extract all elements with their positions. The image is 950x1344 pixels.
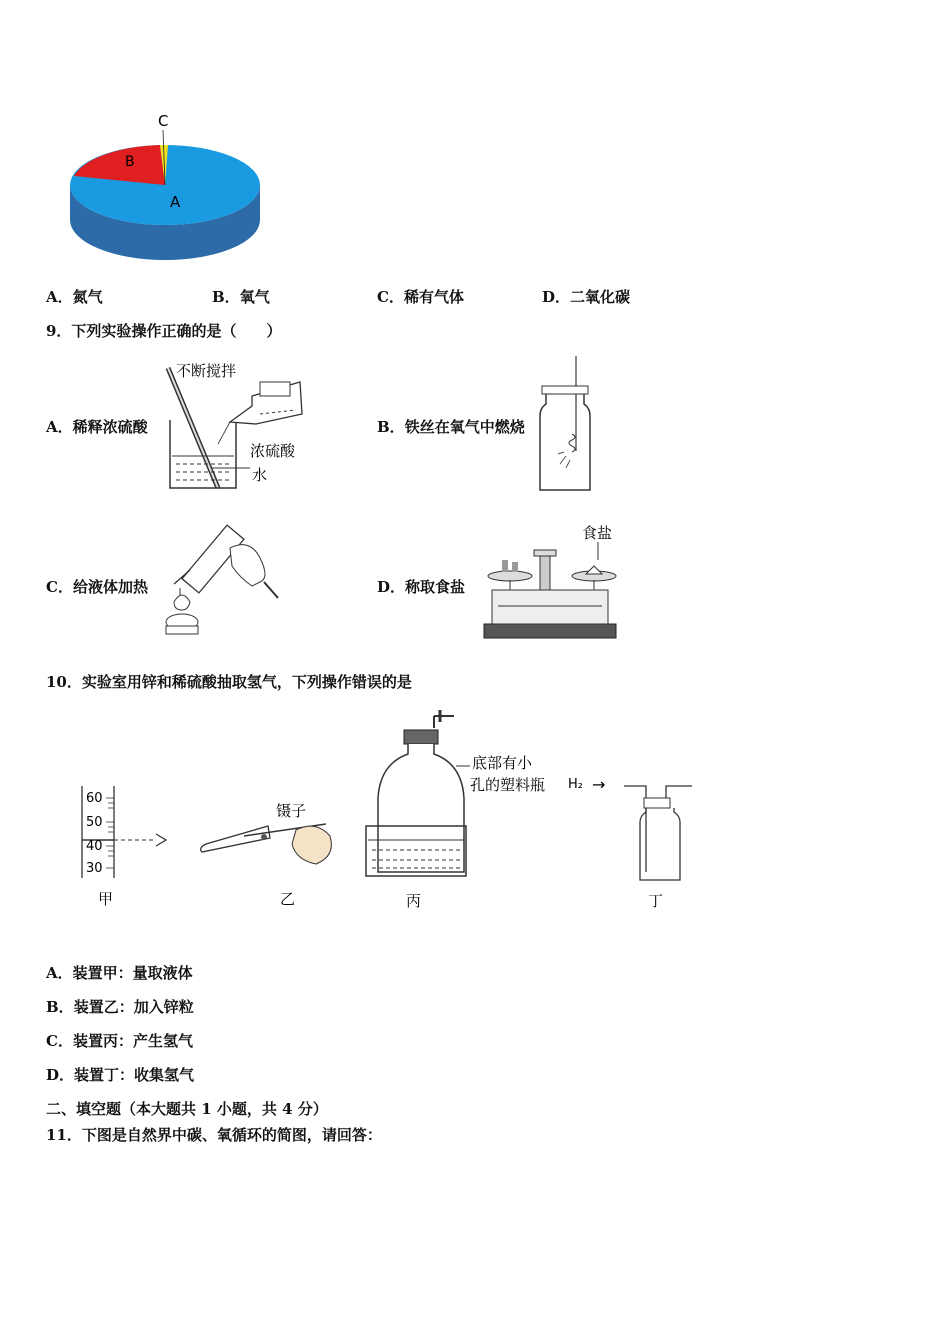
label-bottle-line1: 底部有小 (472, 754, 533, 772)
pie-label-b: B (125, 154, 135, 170)
q10-option-a[interactable]: A．装置甲：量取液体 (46, 964, 193, 982)
tick-50: 50 (86, 815, 103, 830)
section-2-title: 二、填空题（本大题共 1 小题，共 4 分） (46, 1100, 328, 1118)
label-bottle-line2: 孔的塑料瓶 (470, 776, 546, 794)
label-salt: 食盐 (582, 524, 613, 542)
q9-option-d[interactable]: D．称取食盐 (377, 578, 466, 596)
label-tweezers: 镊子 (276, 802, 307, 820)
pie-chart-figure (60, 110, 275, 265)
label-conc-acid: 浓硫酸 (250, 442, 296, 460)
tick-30: 30 (86, 861, 103, 876)
q11-stem: 11．下图是自然界中碳、氧循环的简图，请回答： (46, 1126, 382, 1144)
label-h2-arrow: → (592, 775, 606, 794)
q8-option-d[interactable]: D．二氧化碳 (542, 288, 631, 306)
tick-40: 40 (86, 839, 103, 854)
label-water: 水 (252, 466, 268, 484)
fig-dilute-acid (160, 356, 320, 496)
fig-heating-liquid (160, 518, 285, 640)
q9-stem: 9．下列实验操作正确的是（ ） (46, 322, 282, 340)
q10-option-c[interactable]: C．装置丙：产生氢气 (46, 1032, 193, 1050)
fig-balance (482, 520, 622, 642)
pie-label-a: A (170, 193, 181, 211)
label-h2: H₂ (568, 777, 583, 792)
q10-option-b[interactable]: B．装置乙：加入锌粒 (46, 998, 194, 1016)
q8-option-a[interactable]: A．氮气 (46, 288, 103, 306)
fig-ding-bottle (568, 772, 698, 912)
label-stir: 不断搅拌 (176, 362, 237, 380)
tick-60: 60 (86, 791, 103, 806)
fig-jia-cylinder (78, 786, 178, 910)
caption-ding: 丁 (648, 892, 664, 910)
pie-label-c: C (158, 112, 169, 130)
fig-bing-bottle (362, 708, 562, 912)
caption-bing: 丙 (406, 892, 422, 910)
caption-yi: 乙 (280, 890, 296, 908)
fig-iron-wire-bottle (536, 356, 596, 496)
q9-option-a[interactable]: A．稀释浓硫酸 (46, 418, 148, 436)
q8-option-c[interactable]: C．稀有气体 (377, 288, 464, 306)
q9-option-b[interactable]: B．铁丝在氧气中燃烧 (377, 418, 525, 436)
q9-option-c[interactable]: C．给液体加热 (46, 578, 148, 596)
q10-stem: 10．实验室用锌和稀硫酸抽取氢气，下列操作错误的是 (46, 673, 412, 691)
q10-option-d[interactable]: D．装置丁：收集氢气 (46, 1066, 195, 1084)
q8-option-b[interactable]: B．氧气 (212, 288, 270, 306)
caption-jia: 甲 (98, 890, 114, 908)
fig-yi-tube (196, 800, 336, 910)
